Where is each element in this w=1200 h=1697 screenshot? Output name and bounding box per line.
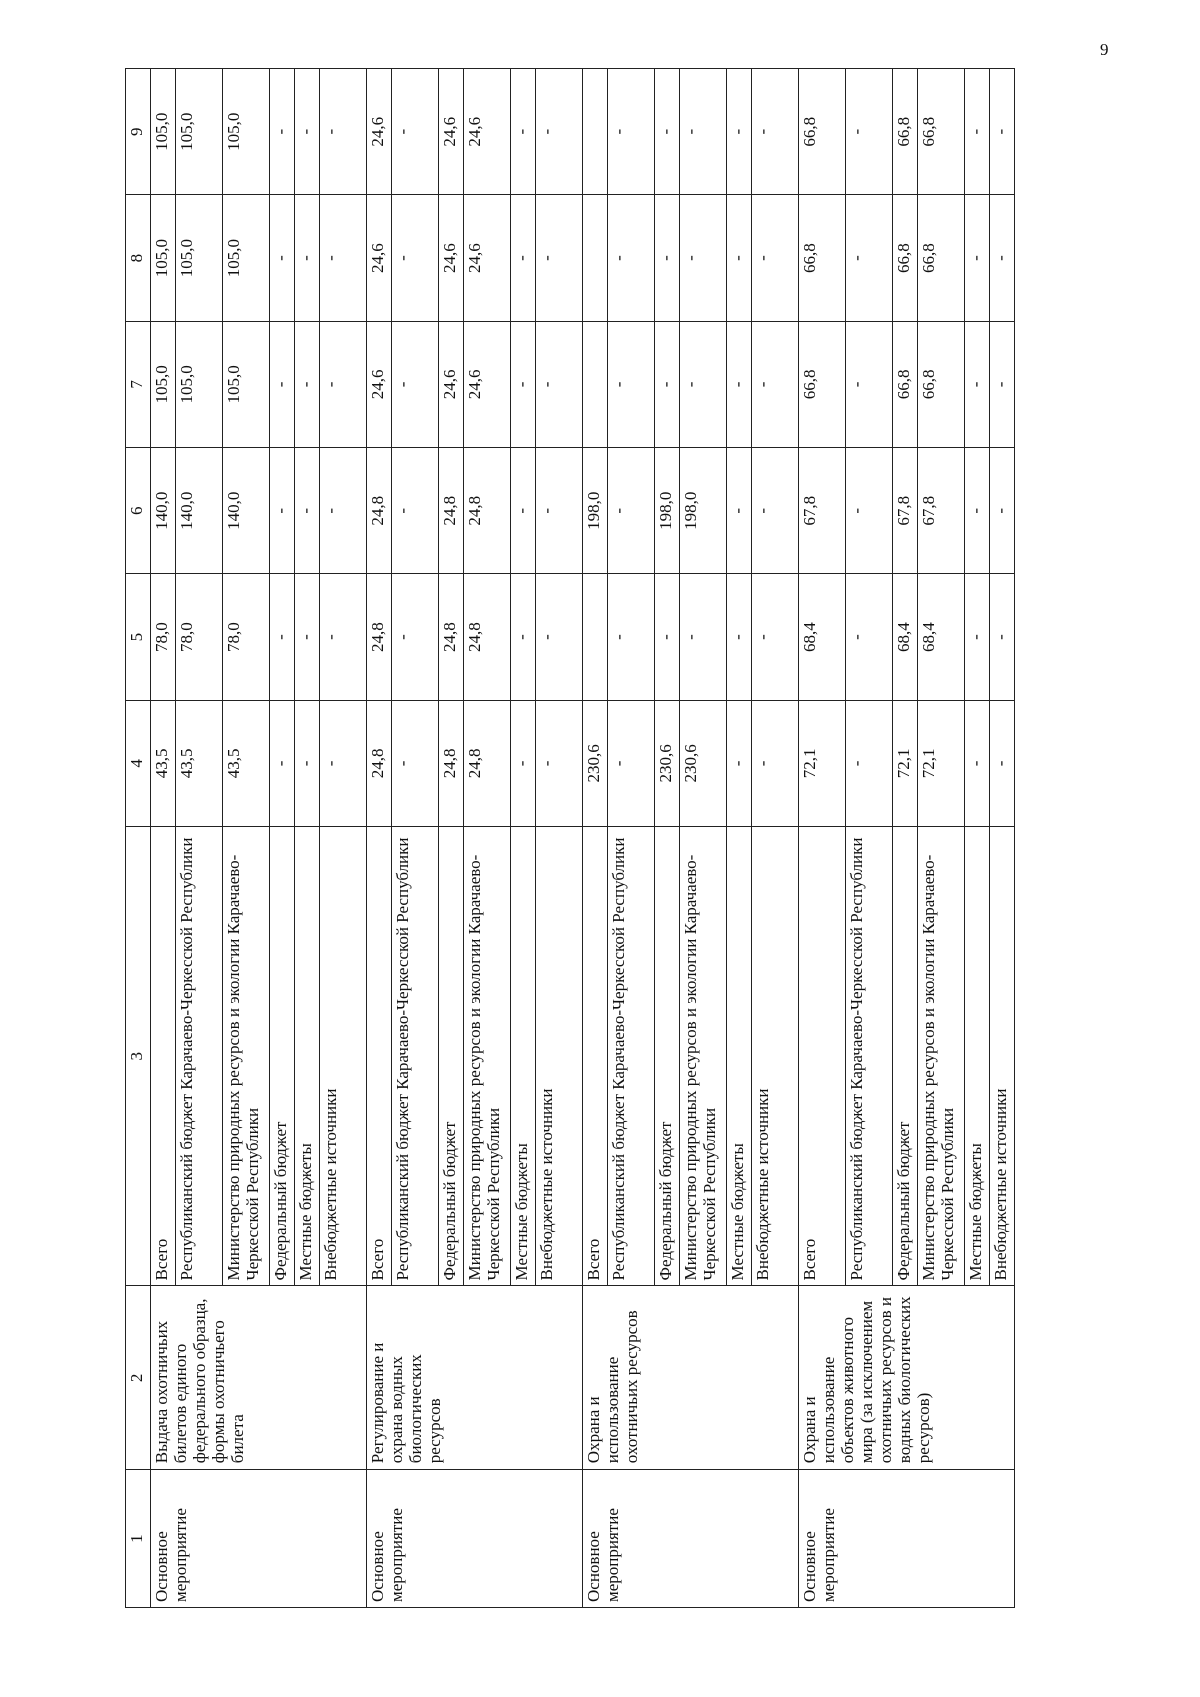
amount-cell: - bbox=[965, 574, 990, 700]
funding-source-cell: Всего bbox=[799, 827, 846, 1286]
funding-source-cell: Внебюджетные источники bbox=[536, 827, 583, 1286]
amount-cell: - bbox=[990, 321, 1015, 447]
column-header: 4 bbox=[126, 700, 151, 826]
amount-cell: - bbox=[511, 195, 536, 321]
amount-cell: - bbox=[392, 195, 439, 321]
funding-source-cell: Министерство природных ресурсов и экологии Карачаево-Черкесской Республики bbox=[464, 827, 511, 1286]
amount-cell: - bbox=[608, 448, 655, 574]
amount-cell: - bbox=[320, 448, 367, 574]
table-row bbox=[799, 69, 846, 1608]
amount-cell: - bbox=[295, 69, 320, 195]
amount-cell: - bbox=[655, 574, 680, 700]
amount-cell: - bbox=[846, 574, 893, 700]
amount-cell: - bbox=[295, 574, 320, 700]
amount-cell: 24,6 bbox=[367, 69, 392, 195]
event-name-cell: Охрана и использование объектов животного мира (за исключением охотничьих ресурсов и водных биологических ресурсов) bbox=[799, 1286, 1015, 1470]
amount-cell: 24,6 bbox=[464, 69, 511, 195]
amount-cell: - bbox=[752, 574, 799, 700]
amount-cell: - bbox=[990, 700, 1015, 826]
amount-cell: - bbox=[727, 195, 752, 321]
amount-cell: 198,0 bbox=[583, 448, 608, 574]
amount-cell: 24,8 bbox=[367, 700, 392, 826]
amount-cell: 72,1 bbox=[918, 700, 965, 826]
amount-cell: 24,6 bbox=[464, 195, 511, 321]
amount-cell: 72,1 bbox=[893, 700, 918, 826]
funding-source-cell: Республиканский бюджет Карачаево-Черкесской Республики bbox=[176, 827, 223, 1286]
amount-cell: 24,6 bbox=[367, 195, 392, 321]
event-name-cell: Выдача охотничьих билетов единого федерального образца, формы охотничьего билета bbox=[151, 1286, 367, 1470]
amount-cell: 198,0 bbox=[680, 448, 727, 574]
amount-cell: 24,8 bbox=[439, 700, 464, 826]
amount-cell: 140,0 bbox=[176, 448, 223, 574]
amount-cell: - bbox=[727, 700, 752, 826]
amount-cell: 72,1 bbox=[799, 700, 846, 826]
amount-cell: - bbox=[511, 69, 536, 195]
amount-cell: 67,8 bbox=[893, 448, 918, 574]
amount-cell: - bbox=[511, 700, 536, 826]
table-row bbox=[151, 69, 176, 1608]
amount-cell: - bbox=[752, 195, 799, 321]
amount-cell: 24,6 bbox=[439, 321, 464, 447]
amount-cell: - bbox=[727, 321, 752, 447]
amount-cell: - bbox=[392, 69, 439, 195]
amount-cell: - bbox=[655, 321, 680, 447]
amount-cell: - bbox=[270, 574, 295, 700]
amount-cell: - bbox=[320, 574, 367, 700]
amount-cell: 24,8 bbox=[367, 574, 392, 700]
amount-cell: 24,8 bbox=[367, 448, 392, 574]
funding-source-cell: Местные бюджеты bbox=[965, 827, 990, 1286]
amount-cell: 78,0 bbox=[151, 574, 176, 700]
amount-cell: - bbox=[392, 448, 439, 574]
amount-cell: 66,8 bbox=[893, 69, 918, 195]
amount-cell: - bbox=[320, 321, 367, 447]
column-header: 2 bbox=[126, 1286, 151, 1470]
table-row bbox=[583, 69, 608, 1608]
amount-cell: - bbox=[270, 321, 295, 447]
funding-source-cell: Всего bbox=[151, 827, 176, 1286]
amount-cell: - bbox=[270, 69, 295, 195]
amount-cell: 105,0 bbox=[223, 195, 270, 321]
amount-cell: - bbox=[392, 574, 439, 700]
amount-cell: - bbox=[320, 195, 367, 321]
amount-cell: - bbox=[270, 448, 295, 574]
funding-source-cell: Всего bbox=[367, 827, 392, 1286]
amount-cell: 66,8 bbox=[799, 195, 846, 321]
amount-cell: - bbox=[655, 195, 680, 321]
amount-cell: - bbox=[752, 700, 799, 826]
column-header: 9 bbox=[126, 69, 151, 195]
amount-cell: - bbox=[846, 195, 893, 321]
amount-cell: - bbox=[965, 700, 990, 826]
table-body bbox=[151, 69, 1015, 1608]
funding-source-cell: Внебюджетные источники bbox=[320, 827, 367, 1286]
funding-source-cell: Местные бюджеты bbox=[295, 827, 320, 1286]
amount-cell: - bbox=[846, 69, 893, 195]
amount-cell: - bbox=[295, 700, 320, 826]
amount-cell: - bbox=[965, 69, 990, 195]
amount-cell: 43,5 bbox=[176, 700, 223, 826]
table-row bbox=[367, 69, 392, 1608]
column-header: 5 bbox=[126, 574, 151, 700]
amount-cell: 105,0 bbox=[151, 195, 176, 321]
amount-cell: - bbox=[990, 195, 1015, 321]
amount-cell: - bbox=[608, 195, 655, 321]
amount-cell: - bbox=[270, 700, 295, 826]
amount-cell: - bbox=[536, 321, 583, 447]
page-number: 9 bbox=[1100, 40, 1109, 59]
event-name-cell: Охрана и использование охотничьих ресурсов bbox=[583, 1286, 799, 1470]
amount-cell: - bbox=[680, 195, 727, 321]
funding-source-cell: Министерство природных ресурсов и экологии Карачаево-Черкесской Республики bbox=[223, 827, 270, 1286]
amount-cell: - bbox=[655, 69, 680, 195]
amount-cell: 105,0 bbox=[223, 321, 270, 447]
amount-cell: - bbox=[608, 700, 655, 826]
amount-cell: - bbox=[727, 448, 752, 574]
amount-cell: 24,6 bbox=[464, 321, 511, 447]
amount-cell: - bbox=[511, 448, 536, 574]
amount-cell: - bbox=[392, 700, 439, 826]
amount-cell bbox=[583, 321, 608, 447]
funding-source-cell: Министерство природных ресурсов и экологии Карачаево-Черкесской Республики bbox=[918, 827, 965, 1286]
column-header: 3 bbox=[126, 827, 151, 1286]
amount-cell: 140,0 bbox=[223, 448, 270, 574]
event-type-cell: Основное мероприятие bbox=[583, 1470, 799, 1608]
amount-cell: 24,8 bbox=[439, 448, 464, 574]
amount-cell: 105,0 bbox=[151, 69, 176, 195]
amount-cell: - bbox=[320, 700, 367, 826]
amount-cell: - bbox=[608, 321, 655, 447]
amount-cell: - bbox=[270, 195, 295, 321]
header-row bbox=[126, 69, 151, 1608]
amount-cell: - bbox=[965, 321, 990, 447]
funding-source-cell: Всего bbox=[583, 827, 608, 1286]
funding-source-cell: Местные бюджеты bbox=[511, 827, 536, 1286]
funding-source-cell: Федеральный бюджет bbox=[439, 827, 464, 1286]
amount-cell: 68,4 bbox=[893, 574, 918, 700]
funding-source-cell: Федеральный бюджет bbox=[655, 827, 680, 1286]
amount-cell: 66,8 bbox=[918, 69, 965, 195]
amount-cell bbox=[583, 574, 608, 700]
amount-cell: 66,8 bbox=[799, 321, 846, 447]
amount-cell: 105,0 bbox=[176, 69, 223, 195]
amount-cell: - bbox=[536, 448, 583, 574]
amount-cell: 67,8 bbox=[918, 448, 965, 574]
amount-cell: 68,4 bbox=[918, 574, 965, 700]
event-type-cell: Основное мероприятие bbox=[367, 1470, 583, 1608]
amount-cell: 105,0 bbox=[176, 195, 223, 321]
amount-cell: 66,8 bbox=[918, 195, 965, 321]
amount-cell: - bbox=[846, 321, 893, 447]
amount-cell: 24,8 bbox=[464, 700, 511, 826]
amount-cell: 105,0 bbox=[223, 69, 270, 195]
amount-cell bbox=[583, 195, 608, 321]
amount-cell: 24,6 bbox=[367, 321, 392, 447]
amount-cell: - bbox=[752, 321, 799, 447]
amount-cell: - bbox=[536, 700, 583, 826]
amount-cell: 66,8 bbox=[918, 321, 965, 447]
amount-cell: - bbox=[680, 321, 727, 447]
column-header: 8 bbox=[126, 195, 151, 321]
amount-cell: - bbox=[727, 69, 752, 195]
amount-cell bbox=[583, 69, 608, 195]
amount-cell: - bbox=[990, 574, 1015, 700]
amount-cell: 105,0 bbox=[176, 321, 223, 447]
amount-cell: - bbox=[727, 574, 752, 700]
amount-cell: 78,0 bbox=[223, 574, 270, 700]
amount-cell: - bbox=[846, 448, 893, 574]
amount-cell: - bbox=[752, 69, 799, 195]
amount-cell: 140,0 bbox=[151, 448, 176, 574]
amount-cell: - bbox=[846, 700, 893, 826]
amount-cell: 24,8 bbox=[464, 574, 511, 700]
amount-cell: 105,0 bbox=[151, 321, 176, 447]
amount-cell: 24,8 bbox=[464, 448, 511, 574]
amount-cell: 24,8 bbox=[439, 574, 464, 700]
event-type-cell: Основное мероприятие bbox=[799, 1470, 1015, 1608]
amount-cell: 66,8 bbox=[893, 195, 918, 321]
amount-cell: 78,0 bbox=[176, 574, 223, 700]
amount-cell: - bbox=[536, 574, 583, 700]
funding-source-cell: Местные бюджеты bbox=[727, 827, 752, 1286]
amount-cell: - bbox=[965, 448, 990, 574]
amount-cell: - bbox=[990, 69, 1015, 195]
funding-source-cell: Министерство природных ресурсов и экологии Карачаево-Черкесской Республики bbox=[680, 827, 727, 1286]
amount-cell: 66,8 bbox=[799, 69, 846, 195]
amount-cell: - bbox=[320, 69, 367, 195]
rotated-table-container bbox=[125, 68, 1095, 1608]
amount-cell: - bbox=[295, 321, 320, 447]
amount-cell: 24,6 bbox=[439, 69, 464, 195]
amount-cell: 230,6 bbox=[583, 700, 608, 826]
amount-cell: - bbox=[536, 69, 583, 195]
amount-cell: - bbox=[680, 574, 727, 700]
amount-cell: - bbox=[752, 448, 799, 574]
funding-source-cell: Федеральный бюджет bbox=[893, 827, 918, 1286]
column-header: 1 bbox=[126, 1470, 151, 1608]
funding-source-cell: Республиканский бюджет Карачаево-Черкесской Республики bbox=[846, 827, 893, 1286]
amount-cell: 24,6 bbox=[439, 195, 464, 321]
amount-cell: - bbox=[990, 448, 1015, 574]
amount-cell: - bbox=[392, 321, 439, 447]
amount-cell: 66,8 bbox=[893, 321, 918, 447]
column-header: 7 bbox=[126, 321, 151, 447]
amount-cell: 67,8 bbox=[799, 448, 846, 574]
amount-cell: - bbox=[511, 574, 536, 700]
amount-cell: 68,4 bbox=[799, 574, 846, 700]
funding-source-cell: Республиканский бюджет Карачаево-Черкесской Республики bbox=[608, 827, 655, 1286]
amount-cell: - bbox=[965, 195, 990, 321]
funding-source-cell: Федеральный бюджет bbox=[270, 827, 295, 1286]
amount-cell: 230,6 bbox=[655, 700, 680, 826]
amount-cell: - bbox=[511, 321, 536, 447]
amount-cell: 230,6 bbox=[680, 700, 727, 826]
amount-cell: - bbox=[608, 574, 655, 700]
amount-cell: 198,0 bbox=[655, 448, 680, 574]
amount-cell: - bbox=[608, 69, 655, 195]
amount-cell: - bbox=[536, 195, 583, 321]
event-name-cell: Регулирование и охрана водных биологических ресурсов bbox=[367, 1286, 583, 1470]
funding-source-cell: Республиканский бюджет Карачаево-Черкесской Республики bbox=[392, 827, 439, 1286]
amount-cell: - bbox=[295, 195, 320, 321]
event-type-cell: Основное мероприятие bbox=[151, 1470, 367, 1608]
amount-cell: 43,5 bbox=[223, 700, 270, 826]
column-header: 6 bbox=[126, 448, 151, 574]
amount-cell: 43,5 bbox=[151, 700, 176, 826]
funding-source-cell: Внебюджетные источники bbox=[990, 827, 1015, 1286]
budget-table bbox=[125, 68, 1015, 1608]
funding-source-cell: Внебюджетные источники bbox=[752, 827, 799, 1286]
amount-cell: - bbox=[295, 448, 320, 574]
amount-cell: - bbox=[680, 69, 727, 195]
